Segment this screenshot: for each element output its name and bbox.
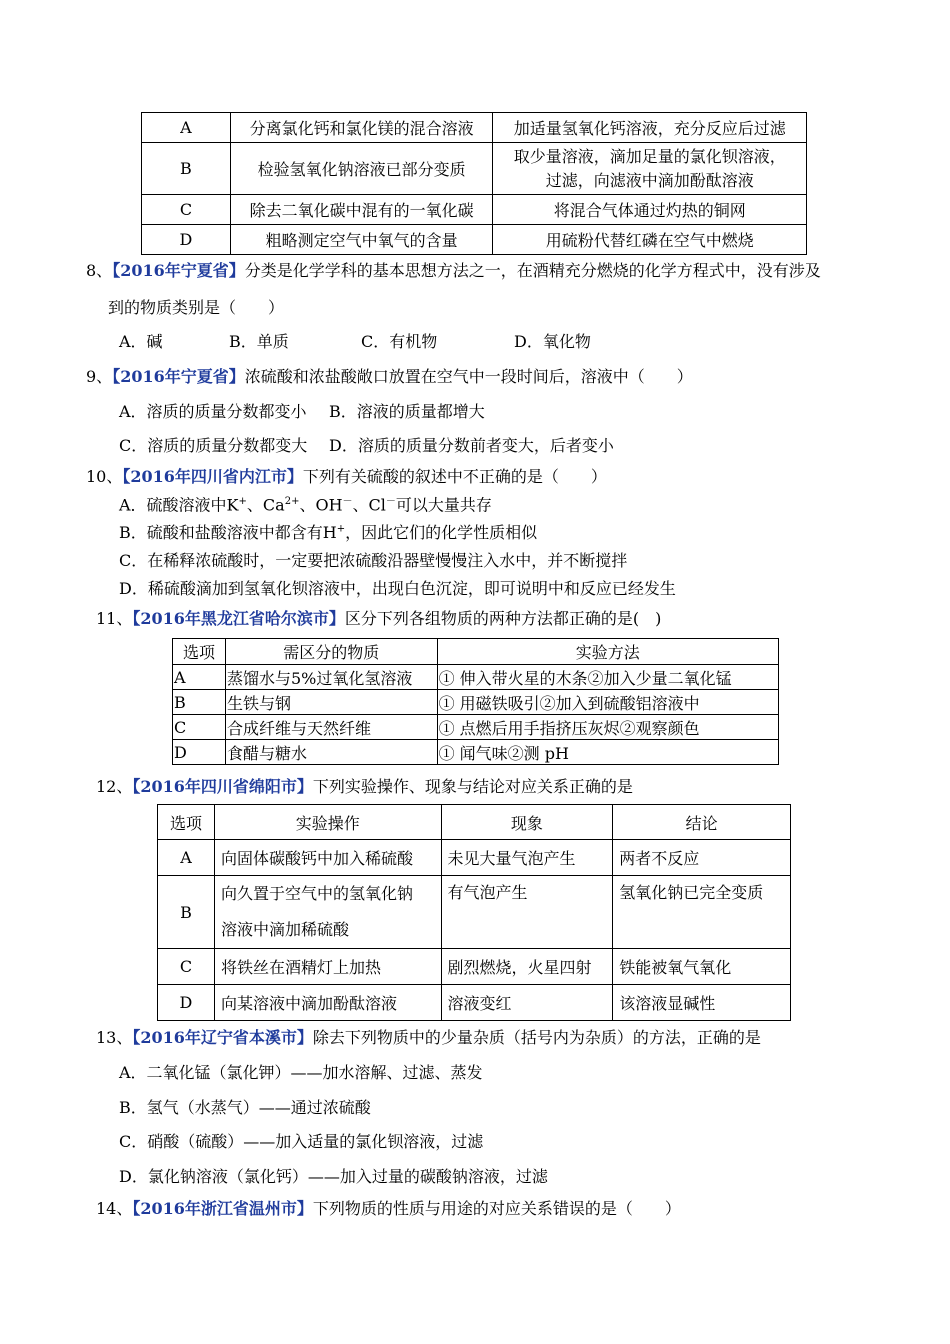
conclusion-cell: 该溶液显碱性: [613, 985, 791, 1021]
question-10-option-a: [119, 492, 492, 515]
table-row: [173, 665, 779, 690]
question-number: 9、: [86, 367, 113, 386]
substance-cell: 食醋与糖水: [225, 740, 437, 765]
question-10-option-c: C．在稀释浓硫酸时，一定要把浓硫酸沿器壁慢慢注入水中，并不断搅拌: [119, 551, 628, 570]
table-experiment-options: [141, 112, 807, 255]
method-cell: 用硫粉代替红磷在空气中燃烧: [493, 225, 807, 255]
question-9-option-b: B．溶液的质量都增大: [329, 402, 485, 421]
goal-cell: 检验氢氧化钠溶液已部分变质: [230, 143, 493, 195]
method-line: 取少量溶液，滴加足量的氯化钡溶液，: [513, 146, 786, 166]
charge-superscript: 2+: [284, 496, 300, 507]
question-number: 11、: [96, 609, 133, 628]
method-line: 过滤，向滤液中滴加酚酞溶液: [545, 170, 754, 190]
option-text: A．硫酸溶液中K: [119, 495, 239, 515]
method-cell: ① 闻气味②测 pH: [437, 740, 778, 765]
table-header-row: [173, 639, 779, 665]
option-cell: C: [173, 715, 226, 740]
operation-cell: 将铁丝在酒精灯上加热: [214, 949, 441, 985]
source-tag: 【2016年四川省绵阳市】: [132, 777, 313, 796]
method-cell: ① 用磁铁吸引②加入到硫酸铝溶液中: [437, 690, 778, 715]
source-tag: 【2016年宁夏省】: [112, 261, 245, 280]
question-text: 下列实验操作、现象与结论对应关系正确的是: [312, 777, 633, 796]
method-cell: ① 点燃后用手指挤压灰烬②观察颜色: [437, 715, 778, 740]
table-q12: [157, 804, 791, 1021]
header-cell: 选项: [173, 639, 226, 665]
table-row: [173, 740, 779, 765]
option-cell: D: [173, 740, 226, 765]
goal-cell: 除去二氧化碳中混有的一氧化碳: [230, 195, 493, 225]
question-9-option-d: D．溶质的质量分数前者变大，后者变小: [329, 436, 614, 455]
goal-cell: 分离氯化钙和氯化镁的混合溶液: [230, 113, 493, 143]
table-row: [158, 949, 791, 985]
option-text: B．硫酸和盐酸溶液中都含有H: [119, 523, 337, 542]
source-tag: 【2016年辽宁省本溪市】: [132, 1028, 313, 1047]
operation-cell: [214, 876, 441, 949]
table-row: [142, 113, 807, 143]
option-text: 、Cl: [352, 495, 386, 515]
option-cell: A: [158, 840, 215, 876]
question-10-option-b: [119, 520, 537, 543]
table-row: [173, 690, 779, 715]
question-8-option-c: C．有机物: [361, 332, 438, 351]
option-text: 、Ca: [246, 495, 285, 515]
question-number: 14、: [96, 1199, 133, 1218]
question-9-option-c: C．溶质的质量分数都变大: [119, 436, 308, 455]
source-tag: 【2016年宁夏省】: [112, 367, 245, 386]
header-cell: 结论: [613, 805, 791, 840]
phenomenon-cell: 有气泡产生: [441, 876, 613, 949]
question-9-option-a: A．溶质的质量分数都变小: [119, 402, 307, 421]
conclusion-cell: 两者不反应: [613, 840, 791, 876]
question-10-stem: [86, 464, 607, 487]
option-cell: B: [173, 690, 226, 715]
substance-cell: 合成纤维与天然纤维: [225, 715, 437, 740]
question-12-stem: [96, 774, 633, 797]
option-cell: C: [142, 195, 231, 225]
question-8-stem: [86, 258, 821, 281]
option-text: ，因此它们的化学性质相似: [345, 523, 538, 542]
conclusion-cell: 氢氧化钠已完全变质: [613, 876, 791, 949]
question-text: 除去下列物质中的少量杂质（括号内为杂质）的方法，正确的是: [312, 1028, 761, 1047]
table-row: [142, 225, 807, 255]
option-cell: B: [158, 876, 215, 949]
question-text: 下列物质的性质与用途的对应关系错误的是（ ）: [312, 1199, 681, 1218]
table-row: [158, 985, 791, 1021]
operation-line: 向久置于空气中的氢氧化钠: [220, 884, 413, 903]
question-text: 下列有关硫酸的叙述中不正确的是（ ）: [302, 467, 607, 486]
method-cell: 将混合气体通过灼热的铜网: [493, 195, 807, 225]
question-8-option-d: D．氧化物: [514, 332, 591, 351]
table-row: [158, 840, 791, 876]
option-cell: B: [142, 143, 231, 195]
source-tag: 【2016年浙江省温州市】: [132, 1199, 313, 1218]
option-cell: D: [142, 225, 231, 255]
question-8-option-a: A．碱: [119, 332, 163, 351]
question-13-stem: [96, 1025, 761, 1048]
charge-superscript: －: [385, 496, 396, 507]
question-11-stem: [96, 606, 661, 629]
option-cell: A: [173, 665, 226, 690]
question-8-option-b: B．单质: [229, 332, 289, 351]
header-cell: 需区分的物质: [225, 639, 437, 665]
source-tag: 【2016年四川省内江市】: [122, 467, 303, 486]
question-number: 10、: [86, 467, 123, 486]
charge-superscript: +: [336, 523, 346, 535]
table-q11: [172, 638, 779, 765]
option-text: 、OH: [299, 495, 343, 515]
question-14-stem: [96, 1196, 681, 1219]
question-8-stem-cont: 到的物质类别是（ ）: [108, 298, 285, 317]
question-number: 8、: [86, 261, 113, 280]
question-10-option-d: D．稀硫酸滴加到氢氧化钡溶液中，出现白色沉淀，即可说明中和反应已经发生: [119, 579, 676, 598]
header-cell: 选项: [158, 805, 215, 840]
question-13-option-a: A．二氧化锰（氯化钾）——加水溶解、过滤、蒸发: [119, 1063, 483, 1082]
table-row: [142, 195, 807, 225]
table-row: [142, 143, 807, 195]
header-cell: 现象: [441, 805, 613, 840]
goal-cell: 粗略测定空气中氧气的含量: [230, 225, 493, 255]
question-number: 13、: [96, 1028, 133, 1047]
option-cell: C: [158, 949, 215, 985]
question-13-option-c: C．硝酸（硫酸）——加入适量的氯化钡溶液，过滤: [119, 1132, 484, 1151]
option-cell: D: [158, 985, 215, 1021]
substance-cell: 蒸馏水与5%过氧化氢溶液: [225, 665, 437, 690]
source-tag: 【2016年黑龙江省哈尔滨市】: [132, 609, 345, 628]
question-text: 浓硫酸和浓盐酸敞口放置在空气中一段时间后，溶液中（ ）: [244, 367, 693, 386]
option-cell: A: [142, 113, 231, 143]
question-number: 12、: [96, 777, 133, 796]
operation-cell: 向固体碳酸钙中加入稀硫酸: [214, 840, 441, 876]
header-cell: 实验方法: [437, 639, 778, 665]
phenomenon-cell: 未见大量气泡产生: [441, 840, 613, 876]
substance-cell: 生铁与钢: [225, 690, 437, 715]
question-text: 分类是化学学科的基本思想方法之一，在酒精充分燃烧的化学方程式中，没有涉及: [244, 261, 821, 280]
operation-cell: 向某溶液中滴加酚酞溶液: [214, 985, 441, 1021]
method-cell: 加适量氢氧化钙溶液，充分反应后过滤: [493, 113, 807, 143]
charge-superscript: －: [342, 496, 353, 507]
question-text: 区分下列各组物质的两种方法都正确的是( ): [344, 609, 662, 628]
header-cell: 实验操作: [214, 805, 441, 840]
table-header-row: [158, 805, 791, 840]
method-cell: ① 伸入带火星的木条②加入少量二氧化锰: [437, 665, 778, 690]
table-row: [173, 715, 779, 740]
option-text: 可以大量共存: [395, 495, 492, 515]
question-13-option-b: B．氢气（水蒸气）——通过浓硫酸: [119, 1098, 371, 1117]
charge-superscript: +: [238, 496, 247, 507]
phenomenon-cell: 溶液变红: [441, 985, 613, 1021]
question-9-stem: [86, 364, 693, 387]
table-row: [158, 876, 791, 949]
conclusion-cell: 铁能被氧气氧化: [613, 949, 791, 985]
phenomenon-cell: 剧烈燃烧，火星四射: [441, 949, 613, 985]
question-13-option-d: D．氯化钠溶液（氯化钙）——加入过量的碳酸钠溶液，过滤: [119, 1167, 548, 1186]
operation-line: 溶液中滴加稀硫酸: [220, 920, 349, 939]
method-cell: [493, 143, 807, 195]
